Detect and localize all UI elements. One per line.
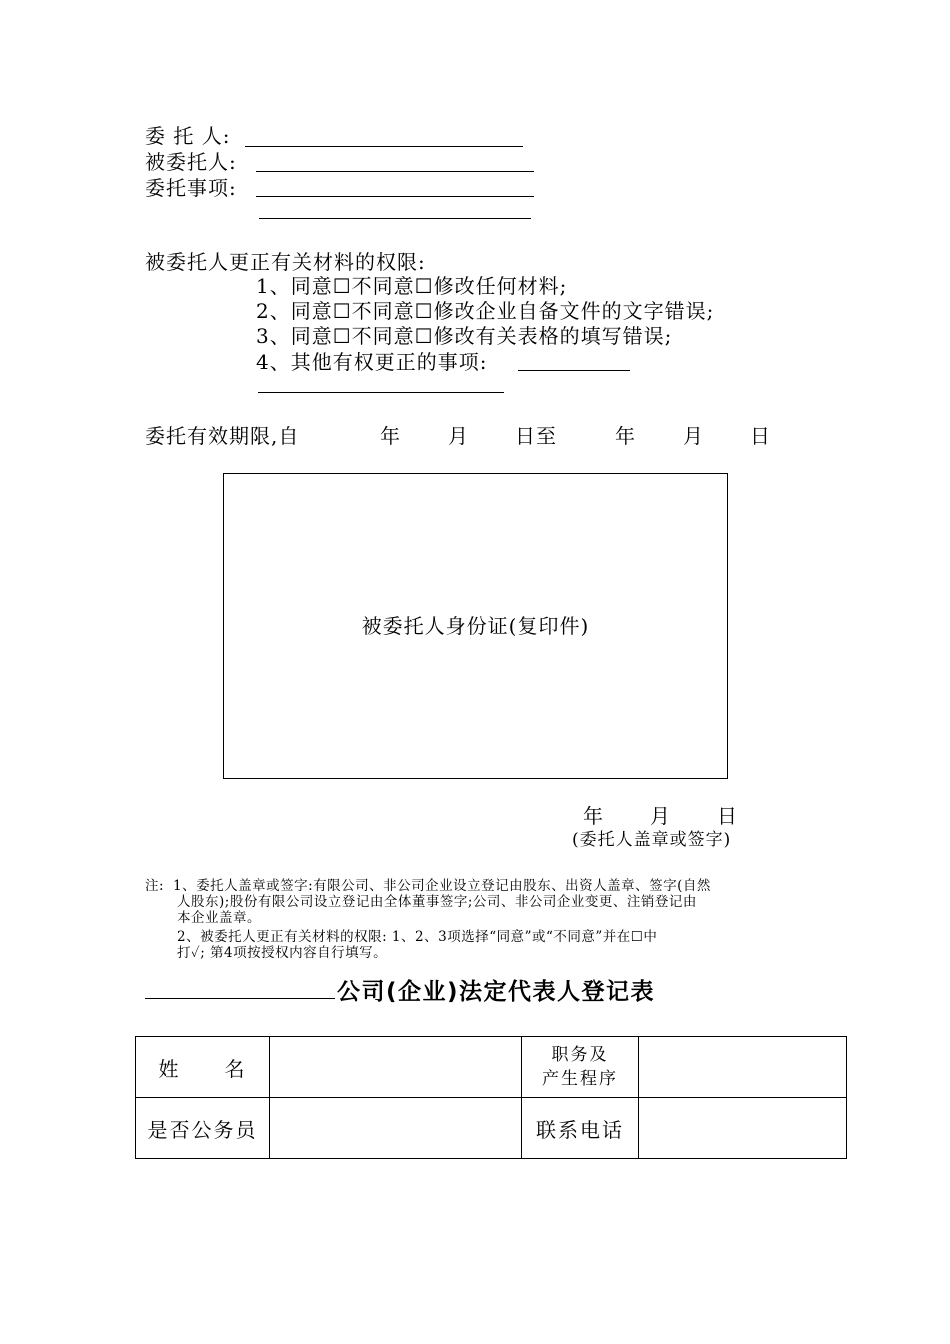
matter-field-line-2[interactable]: [259, 218, 531, 219]
form-title: 公司(企业)法定代表人登记表: [337, 979, 656, 1005]
sign-caption: (委托人盖章或签字): [572, 830, 732, 850]
sign-year: 年: [583, 804, 604, 828]
agent-field[interactable]: [256, 171, 534, 172]
sign-day: 日: [717, 804, 738, 828]
validity-day-end: 日: [750, 424, 771, 448]
note-1-line-1: 1、委托人盖章或签字:有限公司、非公司企业设立登记由股东、出资人盖章、签字(自然: [173, 878, 711, 894]
rights-heading: 被委托人更正有关材料的权限:: [145, 250, 426, 274]
position-value-cell[interactable]: [639, 1037, 847, 1098]
id-copy-label: 被委托人身份证(复印件): [361, 614, 590, 638]
validity-day-to: 日至: [515, 424, 557, 448]
civil-servant-value-cell[interactable]: [270, 1098, 522, 1159]
table-row: [136, 1098, 847, 1159]
table-row: [136, 1037, 847, 1098]
other-rights-field[interactable]: [518, 370, 630, 371]
civil-servant-label: 是否公务员: [136, 1098, 270, 1159]
principal-field[interactable]: [245, 146, 523, 147]
position-label-line-2: 产生程序: [542, 1069, 618, 1089]
rights-item-4: 4、其他有权更正的事项:: [256, 350, 488, 374]
phone-value-cell[interactable]: [639, 1098, 847, 1159]
validity-year-to: 年: [615, 424, 636, 448]
note-1-line-2: 人股东);股份有限公司设立登记由全体董事签字;公司、非公司企业变更、注销登记由: [177, 894, 697, 910]
position-label-line-1: 职务及: [551, 1045, 609, 1065]
note-2-line-2: 打✓; 第4项按授权内容自行填写。: [177, 945, 388, 961]
validity-year-from: 年: [380, 424, 401, 448]
matter-field-line-1[interactable]: [256, 196, 534, 197]
note-2-line-1: 2、被委托人更正有关材料的权限: 1、2、3项选择“同意”或“不同意”并在☐中: [177, 929, 658, 945]
id-copy-box: [223, 473, 728, 779]
name-value-cell[interactable]: [270, 1037, 522, 1098]
rights-item-1: 1、同意☐不同意☐修改任何材料;: [256, 274, 568, 298]
principal-label: 委 托 人:: [145, 124, 231, 148]
sign-month: 月: [650, 804, 671, 828]
rights-item-3: 3、同意☐不同意☐修改有关表格的填写错误;: [256, 324, 673, 348]
name-label: 姓 名: [136, 1037, 270, 1098]
validity-month-to: 月: [683, 424, 704, 448]
validity-label: 委托有效期限,自: [145, 424, 300, 448]
phone-label: 联系电话: [522, 1098, 639, 1159]
validity-month-from: 月: [448, 424, 469, 448]
agent-label: 被委托人:: [145, 150, 237, 174]
other-rights-field-line-2[interactable]: [258, 392, 504, 393]
notes-prefix: 注:: [145, 878, 165, 894]
registration-table: [135, 1036, 847, 1159]
rights-item-2: 2、同意☐不同意☐修改企业自备文件的文字错误;: [256, 299, 715, 323]
note-1-line-3: 本企业盖章。: [177, 910, 261, 926]
matter-label: 委托事项:: [145, 176, 237, 200]
company-name-field[interactable]: [145, 998, 335, 999]
position-label: [522, 1037, 639, 1098]
